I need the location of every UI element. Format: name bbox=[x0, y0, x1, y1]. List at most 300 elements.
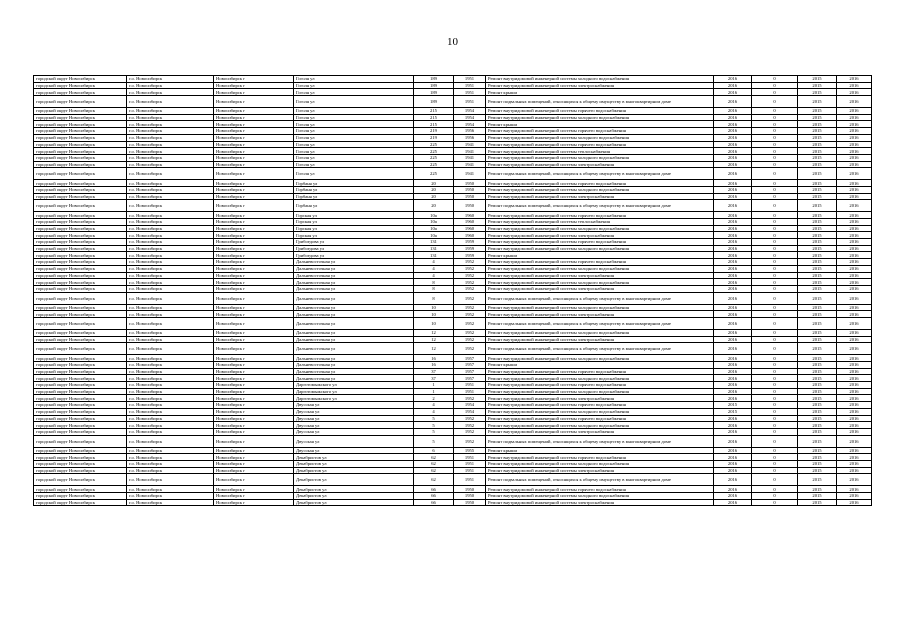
house-number-cell: 131 bbox=[414, 239, 454, 246]
work-type-cell: Ремонт крыши bbox=[486, 252, 714, 259]
table-row bbox=[34, 154, 872, 161]
table-row bbox=[34, 225, 872, 232]
locality-cell: г.о. Новосибирск bbox=[127, 168, 214, 180]
house-number-cell: 189 bbox=[414, 82, 454, 89]
work-type-cell: Ремонт подвальных помещений, относящихся к общему имуществу в многоквартирном доме bbox=[486, 343, 714, 355]
street-cell: Горская ул bbox=[294, 232, 414, 239]
locality-cell: г.о. Новосибирск bbox=[127, 388, 214, 395]
street-cell: Горбаня ул bbox=[294, 186, 414, 193]
start-year-cell: 2015 bbox=[798, 382, 837, 389]
street-cell: Дальневосточная ул bbox=[294, 343, 414, 355]
end-year-cell: 2016 bbox=[837, 259, 872, 266]
district-cell: городской округ Новосибирск bbox=[34, 375, 127, 382]
start-year-cell: 2015 bbox=[798, 141, 837, 148]
house-number-cell: 10а bbox=[414, 219, 454, 226]
street-cell: Гоголя ул bbox=[294, 114, 414, 121]
start-year-cell: 2015 bbox=[798, 402, 837, 409]
year-built-cell: 1941 bbox=[454, 141, 486, 148]
end-year-cell: 2016 bbox=[837, 89, 872, 96]
district-cell: городской округ Новосибирск bbox=[34, 96, 127, 108]
locality-cell: г.о. Новосибирск bbox=[127, 435, 214, 447]
year-built-cell: 1960 bbox=[454, 232, 486, 239]
street-cell: Двусская ул bbox=[294, 428, 414, 435]
table-row bbox=[34, 239, 872, 246]
year-built-cell: 1954 bbox=[454, 108, 486, 115]
value-cell: 0 bbox=[752, 259, 798, 266]
street-cell: Горская ул bbox=[294, 212, 414, 219]
value-cell: 0 bbox=[752, 212, 798, 219]
year-built-cell: 1950 bbox=[454, 200, 486, 212]
house-number-cell: 215 bbox=[414, 121, 454, 128]
city-cell: Новосибирск г bbox=[214, 279, 294, 286]
start-year-cell: 2015 bbox=[798, 368, 837, 375]
year-built-cell: 1951 bbox=[454, 460, 486, 467]
end-year-cell: 2016 bbox=[837, 219, 872, 226]
district-cell: городской округ Новосибирск bbox=[34, 200, 127, 212]
end-year-cell: 2016 bbox=[837, 76, 872, 83]
city-cell: Новосибирск г bbox=[214, 212, 294, 219]
start-year-cell: 2015 bbox=[798, 362, 837, 369]
plan-year-cell: 2016 bbox=[714, 245, 752, 252]
house-number-cell: 66 bbox=[414, 486, 454, 493]
value-cell: 0 bbox=[752, 382, 798, 389]
plan-year-cell: 2016 bbox=[714, 395, 752, 402]
house-number-cell: 10 bbox=[414, 311, 454, 318]
end-year-cell: 2016 bbox=[837, 336, 872, 343]
plan-year-cell: 2016 bbox=[714, 114, 752, 121]
end-year-cell: 2016 bbox=[837, 285, 872, 292]
table-row bbox=[34, 368, 872, 375]
locality-cell: г.о. Новосибирск bbox=[127, 193, 214, 200]
year-built-cell: 1941 bbox=[454, 161, 486, 168]
street-cell: Грибоедова ул bbox=[294, 252, 414, 259]
locality-cell: г.о. Новосибирск bbox=[127, 148, 214, 155]
house-number-cell: 225 bbox=[414, 154, 454, 161]
plan-year-cell: 2016 bbox=[714, 467, 752, 474]
value-cell: 0 bbox=[752, 161, 798, 168]
work-type-cell: Ремонт внутридомовой инженерной системы электроснабжения bbox=[486, 232, 714, 239]
start-year-cell: 2015 bbox=[798, 415, 837, 422]
year-built-cell: 1952 bbox=[454, 415, 486, 422]
plan-year-cell: 2016 bbox=[714, 304, 752, 311]
district-cell: городской округ Новосибирск bbox=[34, 114, 127, 121]
value-cell: 0 bbox=[752, 245, 798, 252]
city-cell: Новосибирск г bbox=[214, 422, 294, 429]
city-cell: Новосибирск г bbox=[214, 82, 294, 89]
city-cell: Новосибирск г bbox=[214, 252, 294, 259]
plan-year-cell: 2015 bbox=[714, 408, 752, 415]
value-cell: 0 bbox=[752, 154, 798, 161]
year-built-cell: 1959 bbox=[454, 239, 486, 246]
city-cell: Новосибирск г bbox=[214, 329, 294, 336]
locality-cell: г.о. Новосибирск bbox=[127, 343, 214, 355]
house-number-cell: 12 bbox=[414, 329, 454, 336]
city-cell: Новосибирск г bbox=[214, 272, 294, 279]
house-number-cell: 10а bbox=[414, 232, 454, 239]
work-type-cell: Ремонт внутридомовой инженерной системы электроснабжения bbox=[486, 285, 714, 292]
locality-cell: г.о. Новосибирск bbox=[127, 428, 214, 435]
table-body bbox=[34, 76, 872, 506]
locality-cell: г.о. Новосибирск bbox=[127, 382, 214, 389]
house-number-cell: 62 bbox=[414, 454, 454, 461]
plan-year-cell: 2016 bbox=[714, 108, 752, 115]
table-row bbox=[34, 422, 872, 429]
value-cell: 0 bbox=[752, 474, 798, 486]
table-row bbox=[34, 428, 872, 435]
end-year-cell: 2016 bbox=[837, 362, 872, 369]
house-number-cell: 5 bbox=[414, 422, 454, 429]
city-cell: Новосибирск г bbox=[214, 76, 294, 83]
work-type-cell: Ремонт подвальных помещений, относящихся к общему имуществу в многоквартирном доме bbox=[486, 317, 714, 329]
plan-year-cell: 2016 bbox=[714, 161, 752, 168]
house-number-cell: 1 bbox=[414, 382, 454, 389]
locality-cell: г.о. Новосибирск bbox=[127, 460, 214, 467]
work-type-cell: Ремонт внутридомовой инженерной системы горячего водоснабжения bbox=[486, 212, 714, 219]
value-cell: 0 bbox=[752, 200, 798, 212]
value-cell: 0 bbox=[752, 336, 798, 343]
district-cell: городской округ Новосибирск bbox=[34, 292, 127, 304]
house-number-cell: 225 bbox=[414, 141, 454, 148]
city-cell: Новосибирск г bbox=[214, 285, 294, 292]
house-number-cell: 62 bbox=[414, 460, 454, 467]
end-year-cell: 2016 bbox=[837, 355, 872, 362]
house-number-cell: 66 bbox=[414, 493, 454, 500]
locality-cell: г.о. Новосибирск bbox=[127, 128, 214, 135]
plan-year-cell: 2016 bbox=[714, 180, 752, 187]
end-year-cell: 2016 bbox=[837, 422, 872, 429]
locality-cell: г.о. Новосибирск bbox=[127, 180, 214, 187]
end-year-cell: 2016 bbox=[837, 186, 872, 193]
work-type-cell: Ремонт крыши bbox=[486, 447, 714, 454]
start-year-cell: 2015 bbox=[798, 232, 837, 239]
start-year-cell: 2015 bbox=[798, 329, 837, 336]
city-cell: Новосибирск г bbox=[214, 96, 294, 108]
plan-year-cell: 2016 bbox=[714, 486, 752, 493]
year-built-cell: 1952 bbox=[454, 285, 486, 292]
city-cell: Новосибирск г bbox=[214, 148, 294, 155]
street-cell: Грибоедова ул bbox=[294, 239, 414, 246]
plan-year-cell: 2016 bbox=[714, 388, 752, 395]
repair-program-table bbox=[33, 75, 872, 506]
year-built-cell: 1951 bbox=[454, 82, 486, 89]
start-year-cell: 2015 bbox=[798, 395, 837, 402]
street-cell: Дальневосточная ул bbox=[294, 329, 414, 336]
year-built-cell: 1950 bbox=[454, 493, 486, 500]
table-row bbox=[34, 292, 872, 304]
end-year-cell: 2016 bbox=[837, 161, 872, 168]
year-built-cell: 1952 bbox=[454, 304, 486, 311]
city-cell: Новосибирск г bbox=[214, 388, 294, 395]
start-year-cell: 2015 bbox=[798, 493, 837, 500]
locality-cell: г.о. Новосибирск bbox=[127, 422, 214, 429]
city-cell: Новосибирск г bbox=[214, 311, 294, 318]
work-type-cell: Ремонт внутридомовой инженерной системы горячего водоснабжения bbox=[486, 239, 714, 246]
table-row bbox=[34, 317, 872, 329]
work-type-cell: Ремонт внутридомовой инженерной системы горячего водоснабжения bbox=[486, 486, 714, 493]
end-year-cell: 2016 bbox=[837, 311, 872, 318]
street-cell: Гоголя ул bbox=[294, 108, 414, 115]
end-year-cell: 2016 bbox=[837, 96, 872, 108]
locality-cell: г.о. Новосибирск bbox=[127, 161, 214, 168]
work-type-cell: Ремонт крыши bbox=[486, 121, 714, 128]
work-type-cell: Ремонт внутридомовой инженерной системы холодного водоснабжения bbox=[486, 186, 714, 193]
table-row bbox=[34, 343, 872, 355]
end-year-cell: 2016 bbox=[837, 108, 872, 115]
year-built-cell: 1950 bbox=[454, 186, 486, 193]
district-cell: городской округ Новосибирск bbox=[34, 128, 127, 135]
table-row bbox=[34, 245, 872, 252]
start-year-cell: 2015 bbox=[798, 121, 837, 128]
end-year-cell: 2016 bbox=[837, 239, 872, 246]
value-cell: 0 bbox=[752, 402, 798, 409]
house-number-cell: 4 bbox=[414, 259, 454, 266]
city-cell: Новосибирск г bbox=[214, 134, 294, 141]
locality-cell: г.о. Новосибирск bbox=[127, 186, 214, 193]
house-number-cell: 5 bbox=[414, 428, 454, 435]
locality-cell: г.о. Новосибирск bbox=[127, 279, 214, 286]
street-cell: Дальневосточная ул bbox=[294, 336, 414, 343]
district-cell: городской округ Новосибирск bbox=[34, 239, 127, 246]
work-type-cell: Ремонт подвальных помещений, относящихся к общему имуществу в многоквартирном доме bbox=[486, 292, 714, 304]
start-year-cell: 2015 bbox=[798, 292, 837, 304]
house-number-cell: 5 bbox=[414, 435, 454, 447]
locality-cell: г.о. Новосибирск bbox=[127, 336, 214, 343]
value-cell: 0 bbox=[752, 447, 798, 454]
end-year-cell: 2016 bbox=[837, 180, 872, 187]
end-year-cell: 2016 bbox=[837, 382, 872, 389]
plan-year-cell: 2016 bbox=[714, 259, 752, 266]
locality-cell: г.о. Новосибирск bbox=[127, 89, 214, 96]
street-cell: Гоголя ул bbox=[294, 89, 414, 96]
district-cell: городской округ Новосибирск bbox=[34, 89, 127, 96]
district-cell: городской округ Новосибирск bbox=[34, 447, 127, 454]
house-number-cell: 37 bbox=[414, 368, 454, 375]
start-year-cell: 2015 bbox=[798, 422, 837, 429]
end-year-cell: 2016 bbox=[837, 304, 872, 311]
start-year-cell: 2015 bbox=[798, 460, 837, 467]
year-built-cell: 1954 bbox=[454, 114, 486, 121]
value-cell: 0 bbox=[752, 428, 798, 435]
value-cell: 0 bbox=[752, 121, 798, 128]
house-number-cell: 1 bbox=[414, 388, 454, 395]
plan-year-cell: 2016 bbox=[714, 134, 752, 141]
house-number-cell: 5 bbox=[414, 415, 454, 422]
district-cell: городской округ Новосибирск bbox=[34, 285, 127, 292]
end-year-cell: 2016 bbox=[837, 388, 872, 395]
house-number-cell: 20 bbox=[414, 186, 454, 193]
year-built-cell: 1960 bbox=[454, 219, 486, 226]
district-cell: городской округ Новосибирск bbox=[34, 141, 127, 148]
start-year-cell: 2015 bbox=[798, 239, 837, 246]
end-year-cell: 2016 bbox=[837, 368, 872, 375]
value-cell: 0 bbox=[752, 460, 798, 467]
end-year-cell: 2016 bbox=[837, 499, 872, 506]
locality-cell: г.о. Новосибирск bbox=[127, 285, 214, 292]
street-cell: Дарготомыжского ул bbox=[294, 388, 414, 395]
district-cell: городской округ Новосибирск bbox=[34, 395, 127, 402]
table-row bbox=[34, 467, 872, 474]
work-type-cell: Ремонт внутридомовой инженерной системы холодного водоснабжения bbox=[486, 408, 714, 415]
table-row bbox=[34, 415, 872, 422]
value-cell: 0 bbox=[752, 89, 798, 96]
locality-cell: г.о. Новосибирск bbox=[127, 454, 214, 461]
table-row bbox=[34, 402, 872, 409]
house-number-cell: 10а bbox=[414, 225, 454, 232]
street-cell: Декабристов ул bbox=[294, 467, 414, 474]
work-type-cell: Ремонт внутридомовой инженерной системы электроснабжения bbox=[486, 161, 714, 168]
end-year-cell: 2016 bbox=[837, 395, 872, 402]
plan-year-cell: 2016 bbox=[714, 141, 752, 148]
value-cell: 0 bbox=[752, 225, 798, 232]
value-cell: 0 bbox=[752, 408, 798, 415]
year-built-cell: 1960 bbox=[454, 225, 486, 232]
value-cell: 0 bbox=[752, 285, 798, 292]
start-year-cell: 2015 bbox=[798, 82, 837, 89]
locality-cell: г.о. Новосибирск bbox=[127, 486, 214, 493]
work-type-cell: Ремонт крыши bbox=[486, 362, 714, 369]
start-year-cell: 2015 bbox=[798, 375, 837, 382]
table-row bbox=[34, 76, 872, 83]
end-year-cell: 2016 bbox=[837, 272, 872, 279]
house-number-cell: 225 bbox=[414, 161, 454, 168]
start-year-cell: 2015 bbox=[798, 474, 837, 486]
start-year-cell: 2015 bbox=[798, 272, 837, 279]
city-cell: Новосибирск г bbox=[214, 141, 294, 148]
work-type-cell: Ремонт внутридомовой инженерной системы холодного водоснабжения bbox=[486, 265, 714, 272]
start-year-cell: 2015 bbox=[798, 128, 837, 135]
start-year-cell: 2015 bbox=[798, 225, 837, 232]
street-cell: Гоголя ул bbox=[294, 148, 414, 155]
city-cell: Новосибирск г bbox=[214, 161, 294, 168]
work-type-cell: Ремонт подвальных помещений, относящихся к общему имуществу в многоквартирном доме bbox=[486, 200, 714, 212]
end-year-cell: 2016 bbox=[837, 279, 872, 286]
year-built-cell: 1952 bbox=[454, 317, 486, 329]
end-year-cell: 2016 bbox=[837, 252, 872, 259]
value-cell: 0 bbox=[752, 272, 798, 279]
plan-year-cell: 2016 bbox=[714, 292, 752, 304]
city-cell: Новосибирск г bbox=[214, 336, 294, 343]
street-cell: Декабристов ул bbox=[294, 493, 414, 500]
locality-cell: г.о. Новосибирск bbox=[127, 134, 214, 141]
work-type-cell: Ремонт внутридомовой инженерной системы электроснабжения bbox=[486, 395, 714, 402]
plan-year-cell: 2016 bbox=[714, 317, 752, 329]
district-cell: городской округ Новосибирск bbox=[34, 121, 127, 128]
locality-cell: г.о. Новосибирск bbox=[127, 292, 214, 304]
value-cell: 0 bbox=[752, 279, 798, 286]
district-cell: городской округ Новосибирск bbox=[34, 467, 127, 474]
plan-year-cell: 2016 bbox=[714, 212, 752, 219]
table-row bbox=[34, 408, 872, 415]
end-year-cell: 2016 bbox=[837, 232, 872, 239]
plan-year-cell: 2016 bbox=[714, 186, 752, 193]
table-row bbox=[34, 108, 872, 115]
city-cell: Новосибирск г bbox=[214, 454, 294, 461]
house-number-cell: 8 bbox=[414, 285, 454, 292]
plan-year-cell: 2016 bbox=[714, 193, 752, 200]
locality-cell: г.о. Новосибирск bbox=[127, 467, 214, 474]
start-year-cell: 2015 bbox=[798, 428, 837, 435]
value-cell: 0 bbox=[752, 395, 798, 402]
table-row bbox=[34, 460, 872, 467]
table-row bbox=[34, 304, 872, 311]
district-cell: городской округ Новосибирск bbox=[34, 368, 127, 375]
work-type-cell: Ремонт внутридомовой инженерной системы электроснабжения bbox=[486, 272, 714, 279]
plan-year-cell: 2016 bbox=[714, 168, 752, 180]
start-year-cell: 2015 bbox=[798, 447, 837, 454]
start-year-cell: 2015 bbox=[798, 355, 837, 362]
start-year-cell: 2015 bbox=[798, 200, 837, 212]
work-type-cell: Ремонт внутридомовой инженерной системы холодного водоснабжения bbox=[486, 388, 714, 395]
value-cell: 0 bbox=[752, 219, 798, 226]
plan-year-cell: 2016 bbox=[714, 435, 752, 447]
work-type-cell: Ремонт внутридомовой инженерной системы электроснабжения bbox=[486, 499, 714, 506]
street-cell: Двусская ул bbox=[294, 402, 414, 409]
city-cell: Новосибирск г bbox=[214, 343, 294, 355]
year-built-cell: 1951 bbox=[454, 89, 486, 96]
year-built-cell: 1951 bbox=[454, 96, 486, 108]
value-cell: 0 bbox=[752, 148, 798, 155]
work-type-cell: Ремонт внутридомовой инженерной системы холодного водоснабжения bbox=[486, 114, 714, 121]
value-cell: 0 bbox=[752, 435, 798, 447]
locality-cell: г.о. Новосибирск bbox=[127, 304, 214, 311]
year-built-cell: 1957 bbox=[454, 375, 486, 382]
year-built-cell: 1957 bbox=[454, 362, 486, 369]
plan-year-cell: 2016 bbox=[714, 148, 752, 155]
district-cell: городской округ Новосибирск bbox=[34, 317, 127, 329]
city-cell: Новосибирск г bbox=[214, 245, 294, 252]
plan-year-cell: 2016 bbox=[714, 460, 752, 467]
plan-year-cell: 2016 bbox=[714, 252, 752, 259]
street-cell: Гоголя ул bbox=[294, 82, 414, 89]
street-cell: Горбаня ул bbox=[294, 193, 414, 200]
city-cell: Новосибирск г bbox=[214, 128, 294, 135]
table-row bbox=[34, 219, 872, 226]
locality-cell: г.о. Новосибирск bbox=[127, 154, 214, 161]
street-cell: Гоголя ул bbox=[294, 154, 414, 161]
district-cell: городской округ Новосибирск bbox=[34, 311, 127, 318]
year-built-cell: 1952 bbox=[454, 265, 486, 272]
city-cell: Новосибирск г bbox=[214, 304, 294, 311]
locality-cell: г.о. Новосибирск bbox=[127, 121, 214, 128]
work-type-cell: Ремонт внутридомовой инженерной системы горячего водоснабжения bbox=[486, 108, 714, 115]
table-row bbox=[34, 279, 872, 286]
value-cell: 0 bbox=[752, 368, 798, 375]
start-year-cell: 2015 bbox=[798, 193, 837, 200]
district-cell: городской округ Новосибирск bbox=[34, 428, 127, 435]
year-built-cell: 1950 bbox=[454, 193, 486, 200]
street-cell: Горская ул bbox=[294, 219, 414, 226]
plan-year-cell: 2016 bbox=[714, 415, 752, 422]
work-type-cell: Ремонт внутридомовой инженерной системы теплоснабжения bbox=[486, 148, 714, 155]
district-cell: городской округ Новосибирск bbox=[34, 382, 127, 389]
end-year-cell: 2016 bbox=[837, 245, 872, 252]
end-year-cell: 2016 bbox=[837, 493, 872, 500]
start-year-cell: 2015 bbox=[798, 134, 837, 141]
work-type-cell: Ремонт внутридомовой инженерной системы горячего водоснабжения bbox=[486, 415, 714, 422]
city-cell: Новосибирск г bbox=[214, 225, 294, 232]
start-year-cell: 2015 bbox=[798, 454, 837, 461]
value-cell: 0 bbox=[752, 329, 798, 336]
value-cell: 0 bbox=[752, 422, 798, 429]
value-cell: 0 bbox=[752, 355, 798, 362]
locality-cell: г.о. Новосибирск bbox=[127, 408, 214, 415]
locality-cell: г.о. Новосибирск bbox=[127, 447, 214, 454]
house-number-cell: 62 bbox=[414, 467, 454, 474]
city-cell: Новосибирск г bbox=[214, 292, 294, 304]
plan-year-cell: 2016 bbox=[714, 225, 752, 232]
table-row bbox=[34, 128, 872, 135]
end-year-cell: 2016 bbox=[837, 134, 872, 141]
